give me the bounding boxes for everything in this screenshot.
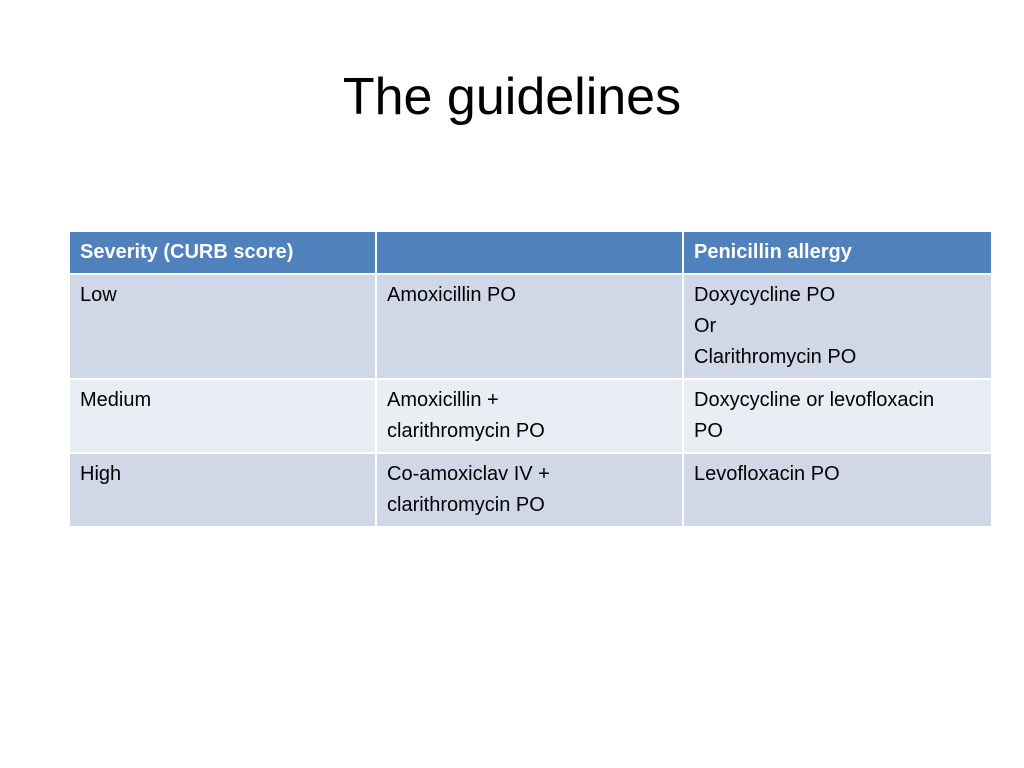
header-treatment: [376, 231, 683, 274]
table-row: [69, 274, 992, 379]
treatment-cell: [376, 379, 683, 453]
table-row: [69, 379, 992, 453]
allergy-cell: [683, 453, 992, 527]
slide-title: The guidelines: [342, 68, 682, 126]
cell-line: Doxycycline PO: [694, 284, 836, 306]
cell-line: PO: [694, 420, 723, 442]
cell-line: clarithromycin PO: [387, 494, 545, 516]
header-severity: Severity (CURB score): [69, 231, 376, 274]
cell-line: Amoxicillin PO: [387, 284, 516, 306]
severity-cell: Low: [69, 274, 376, 379]
cell-line: Doxycycline or levofloxacin: [694, 389, 935, 411]
treatment-cell: [376, 274, 683, 379]
cell-line: Co-amoxiclav IV +: [387, 463, 550, 485]
severity-cell: Medium: [69, 379, 376, 453]
cell-line: Clarithromycin PO: [694, 346, 857, 368]
allergy-cell: [683, 274, 992, 379]
table-header-row: [69, 231, 992, 274]
cell-line: Or: [694, 315, 717, 337]
header-penicillin-allergy: Penicillin allergy: [683, 231, 992, 274]
cell-line: Amoxicillin +: [387, 389, 499, 411]
treatment-cell: [376, 453, 683, 527]
table-row: [69, 453, 992, 527]
cell-line: Levofloxacin PO: [694, 463, 840, 485]
cell-line: clarithromycin PO: [387, 420, 545, 442]
severity-cell: High: [69, 453, 376, 527]
guidelines-table: [68, 230, 993, 528]
allergy-cell: [683, 379, 992, 453]
